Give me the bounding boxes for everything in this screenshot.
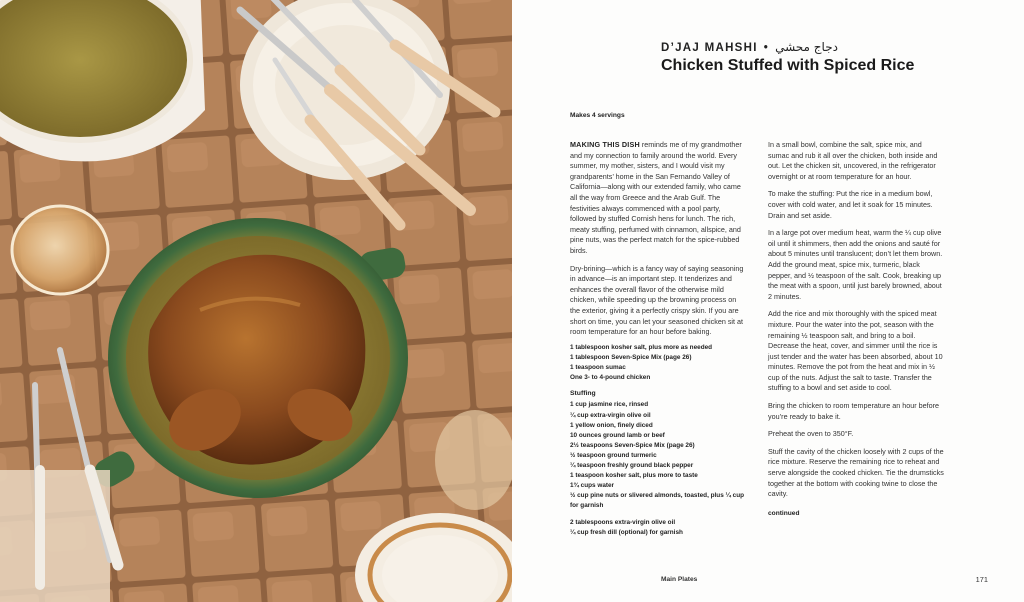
ingredient-item: 2 tablespoons extra-virgin olive oil: [570, 518, 676, 526]
ingredient-item: ½ teaspoon ground turmeric: [570, 451, 657, 459]
method-column: [768, 140, 944, 519]
intro-paragraph-1: [570, 140, 746, 257]
ingredients-finish: [570, 518, 750, 538]
ingredient-item: 1 teaspoon sumac: [570, 364, 626, 372]
method-step: In a large pot over medium heat, warm the ¼ cup olive oil until it shimmers, then add the onions and sauté for about 5 minutes until translucent; don’t let them brown. Add the ground meat, spice mix, turmeric, black pepper, and ½ teaspoon of the salt. Cook, breaking up the meat with a spoon, until just barely browned, about 2 minutes.: [768, 228, 943, 301]
method-step: Preheat the oven to 350°F.: [768, 429, 854, 439]
tea-glass: [12, 206, 108, 294]
ingredients-list: [570, 343, 750, 544]
ingredient-item: ¼ cup fresh dill (optional) for garnish: [570, 528, 683, 536]
intro-paragraph-2: Dry-brining—which is a fancy way of saying seasoning in advance—is an important step. It tenderizes and enhances the overall flavor of the otherwise mild chicken, while speeding up the browning process on the exterior, giving it a perfectly crispy skin. If you are short on time, you can let your seasoned chicken sit at room temperature for an hour before baking.: [570, 263, 744, 337]
ingredient-item: 2½ teaspoons Seven-Spice Mix (page 26): [570, 441, 695, 449]
method-step: Add the rice and mix thoroughly with the spiced meat mixture. Pour the water into the pot, season with the remaining ½ teaspoon salt, and bring to a boil. Decrease the heat, cover, and simmer until the rice is just tender and the water has been absorbed, about 10 minutes. Remove the pot from the heat and mix in ½ cup of the nuts. Adjust the salt to taste. Transfer the stuffing to a bowl and set aside to cool.: [768, 309, 943, 393]
method-step: To make the stuffing: Put the rice in a medium bowl, cover with cold water, and let it soak for 15 minutes. Drain and set aside.: [768, 189, 933, 220]
kicker-separator: •: [763, 42, 770, 54]
ingredient-item: 1¾ cups water: [570, 482, 615, 490]
ingredients-main: [570, 343, 750, 383]
method-step: Stuff the cavity of the chicken loosely with 2 cups of the rice mixture. Reserve the remaining rice to reheat and serve alongside the cooked chicken. Tie the drumsticks together at the bottom with cooking twine to close the cavity.: [768, 446, 944, 499]
kicker-latin: D’JAJ MAHSHI: [661, 42, 758, 54]
ingredient-item: ¼ teaspoon freshly ground black pepper: [570, 462, 694, 470]
ingredient-item: One 3- to 4-pound chicken: [570, 374, 651, 382]
recipe-page: [512, 0, 1024, 602]
recipe-kicker: [661, 40, 838, 54]
ingredient-item: 1 tablespoon Seven-Spice Mix (page 26): [570, 354, 692, 362]
ingredient-item: 1 yellow onion, finely diced: [570, 421, 653, 429]
ingredient-item: 1 cup jasmine rice, rinsed: [570, 401, 649, 409]
method-step: Bring the chicken to room temperature an hour before you’re ready to bake it.: [768, 401, 939, 421]
ingredient-item: 1 tablespoon kosher salt, plus more as needed: [570, 344, 713, 351]
ingredient-item: 10 ounces ground lamb or beef: [570, 431, 665, 439]
stuffing-heading: Stuffing: [570, 390, 596, 398]
ingredient-item: 1 teaspoon kosher salt, plus more to taste: [570, 472, 698, 480]
ingredient-item: ¼ cup extra-virgin olive oil: [570, 411, 651, 419]
kicker-arabic: دجاج محشي: [775, 40, 838, 54]
page-number: 171: [975, 575, 988, 584]
intro-column: [570, 140, 746, 345]
intro-lead: MAKING THIS DISH: [570, 140, 640, 149]
recipe-title: Chicken Stuffed with Spiced Rice: [661, 57, 915, 74]
intro-text: reminds me of my grandmother and my connection to family around the world. Every summer, my mother, sisters, and I would visit my grandparents’ home in the San Fernando Valley of California—along with our extended family, who came all the way from Greece and the Arab Gulf. The festivities always commenced with a pool party, followed by stuffed Cornish hens for lunch. The rich, meaty stuffing, perfumed with cinnamon, allspice, and pine nuts, was the perfect match for the spice-rubbed birds.: [570, 140, 742, 255]
continued-note: continued: [768, 509, 800, 517]
footer-section-title: Main Plates: [661, 576, 698, 583]
ingredient-item: ½ cup pine nuts or slivered almonds, toasted, plus ¼ cup for garnish: [570, 492, 745, 510]
recipe-yield: Makes 4 servings: [570, 112, 625, 119]
method-step: In a small bowl, combine the salt, spice mix, and sumac and rub it all over the chicken, both inside and out. Let the chicken sit, uncovered, in the refrigerator overnight or at room temperature for an hour.: [768, 140, 938, 181]
ingredients-stuffing: [570, 389, 750, 511]
